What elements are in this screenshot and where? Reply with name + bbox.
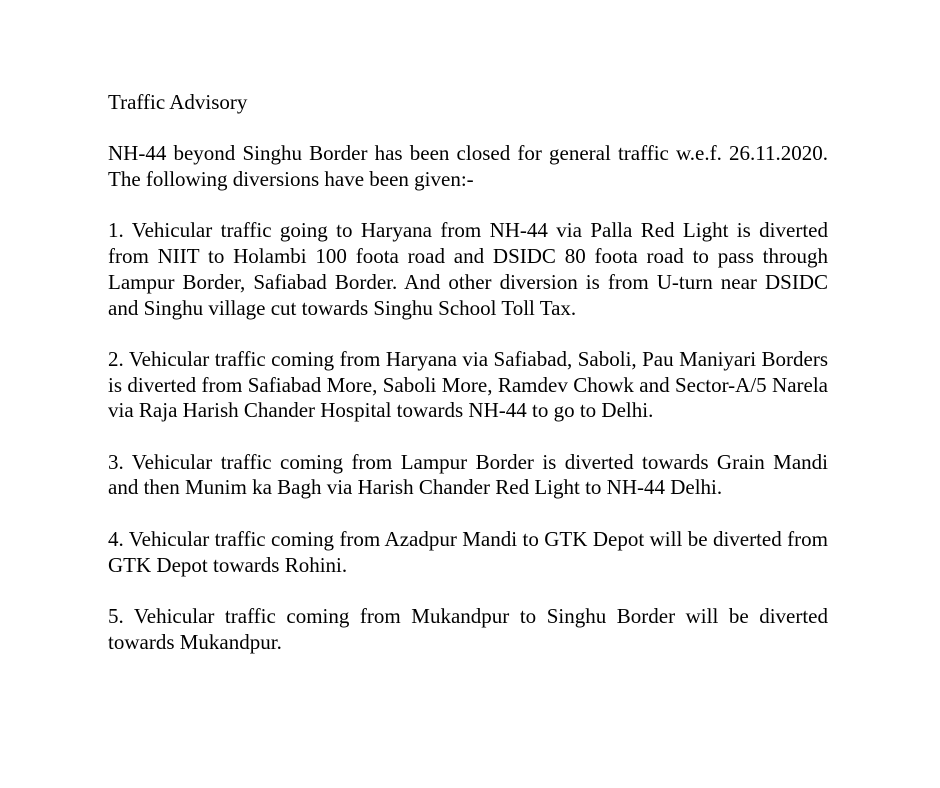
diversion-item-2: 2. Vehicular traffic coming from Haryana via Safiabad, Saboli, Pau Maniyari Borders is diverted from Safiabad More, Saboli More, Ramdev Chowk and Sector-A/5 Narela via Raja Harish Chander Hospital towards NH-44 to go to Delhi.	[108, 346, 828, 423]
diversion-item-1: 1. Vehicular traffic going to Haryana from NH-44 via Palla Red Light is diverted from NIIT to Holambi 100 foota road and DSIDC 80 foota road to pass through Lampur Border, Safiabad Border. And other diversion is from U-turn near DSIDC and Singhu village cut towards Singhu School Toll Tax.	[108, 218, 828, 320]
diversion-item-4: 4. Vehicular traffic coming from Azadpur Mandi to GTK Depot will be diverted from GTK Depot towards Rohini.	[108, 526, 828, 577]
diversion-item-3: 3. Vehicular traffic coming from Lampur Border is diverted towards Grain Mandi and then Munim ka Bagh via Harish Chander Red Light to NH-44 Delhi.	[108, 449, 828, 500]
document-title: Traffic Advisory	[108, 90, 248, 114]
intro-paragraph: NH-44 beyond Singhu Border has been closed for general traffic w.e.f. 26.11.2020. The following diversions have been given:-	[108, 141, 828, 192]
diversion-item-5: 5. Vehicular traffic coming from Mukandpur to Singhu Border will be diverted towards Mukandpur.	[108, 603, 828, 654]
advisory-document	[108, 90, 828, 655]
